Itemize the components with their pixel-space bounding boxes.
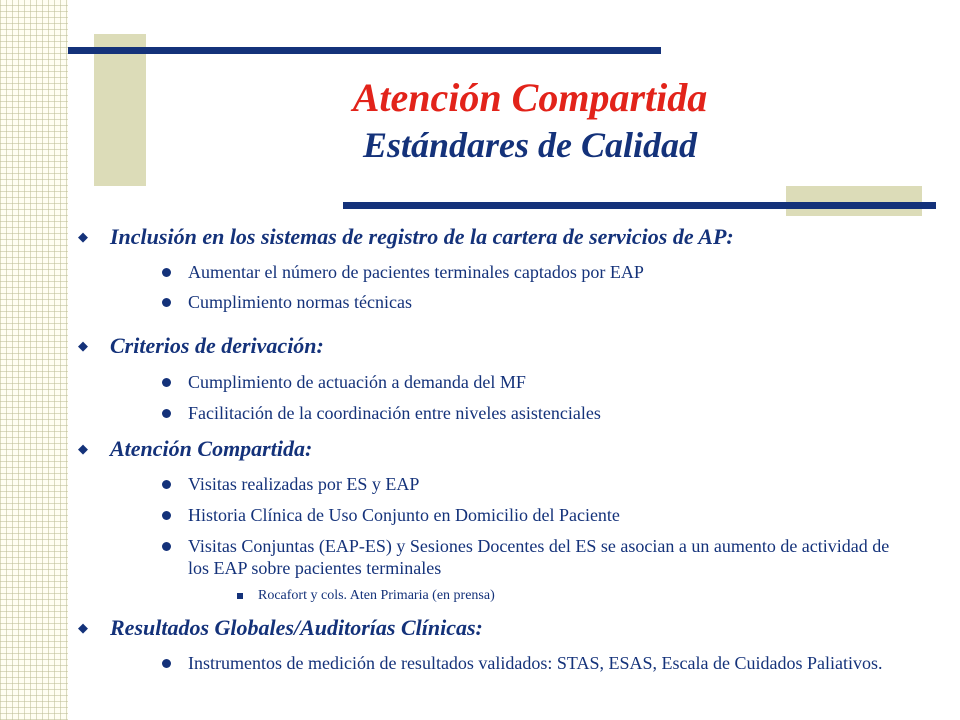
round-bullet-icon bbox=[162, 268, 171, 277]
list-item: Visitas realizadas por ES y EAP bbox=[188, 474, 420, 494]
slide-title: Atención Compartida bbox=[352, 75, 708, 120]
list-item: Cumplimiento de actuación a demanda del MF bbox=[188, 372, 526, 392]
list-item: Visitas Conjuntas (EAP-ES) y Sesiones Docentes del ES se asocian a un aumento de actividad de los EAP sobre pacientes terminales bbox=[188, 536, 890, 578]
slide-subtitle: Estándares de Calidad bbox=[362, 125, 698, 165]
diamond-bullet-icon: ◆ bbox=[78, 620, 88, 635]
section-heading: Resultados Globales/Auditorías Clínicas: bbox=[110, 615, 483, 640]
list-item: Facilitación de la coordinación entre niveles asistenciales bbox=[188, 403, 601, 423]
list-item: Aumentar el número de pacientes terminales captados por EAP bbox=[188, 262, 644, 282]
diamond-bullet-icon: ◆ bbox=[78, 229, 88, 244]
round-bullet-icon bbox=[162, 659, 171, 668]
round-bullet-icon bbox=[162, 409, 171, 418]
round-bullet-icon bbox=[162, 480, 171, 489]
list-item: Instrumentos de medición de resultados validados: STAS, ESAS, Escala de Cuidados Paliativos. bbox=[188, 653, 883, 673]
square-bullet-icon bbox=[237, 593, 243, 599]
section-heading: Inclusión en los sistemas de registro de la cartera de servicios de AP: bbox=[110, 224, 734, 249]
list-item: Cumplimiento normas técnicas bbox=[188, 292, 412, 312]
round-bullet-icon bbox=[162, 511, 171, 520]
section-heading: Atención Compartida: bbox=[110, 436, 313, 461]
round-bullet-icon bbox=[162, 378, 171, 387]
round-bullet-icon bbox=[162, 298, 171, 307]
round-bullet-icon bbox=[162, 542, 171, 551]
diamond-bullet-icon: ◆ bbox=[78, 441, 88, 456]
list-item: Historia Clínica de Uso Conjunto en Domicilio del Paciente bbox=[188, 505, 620, 525]
diamond-bullet-icon: ◆ bbox=[78, 338, 88, 353]
sub-list-item: Rocafort y cols. Aten Primaria (en prensa) bbox=[258, 588, 495, 603]
section-heading: Criterios de derivación: bbox=[110, 333, 324, 358]
